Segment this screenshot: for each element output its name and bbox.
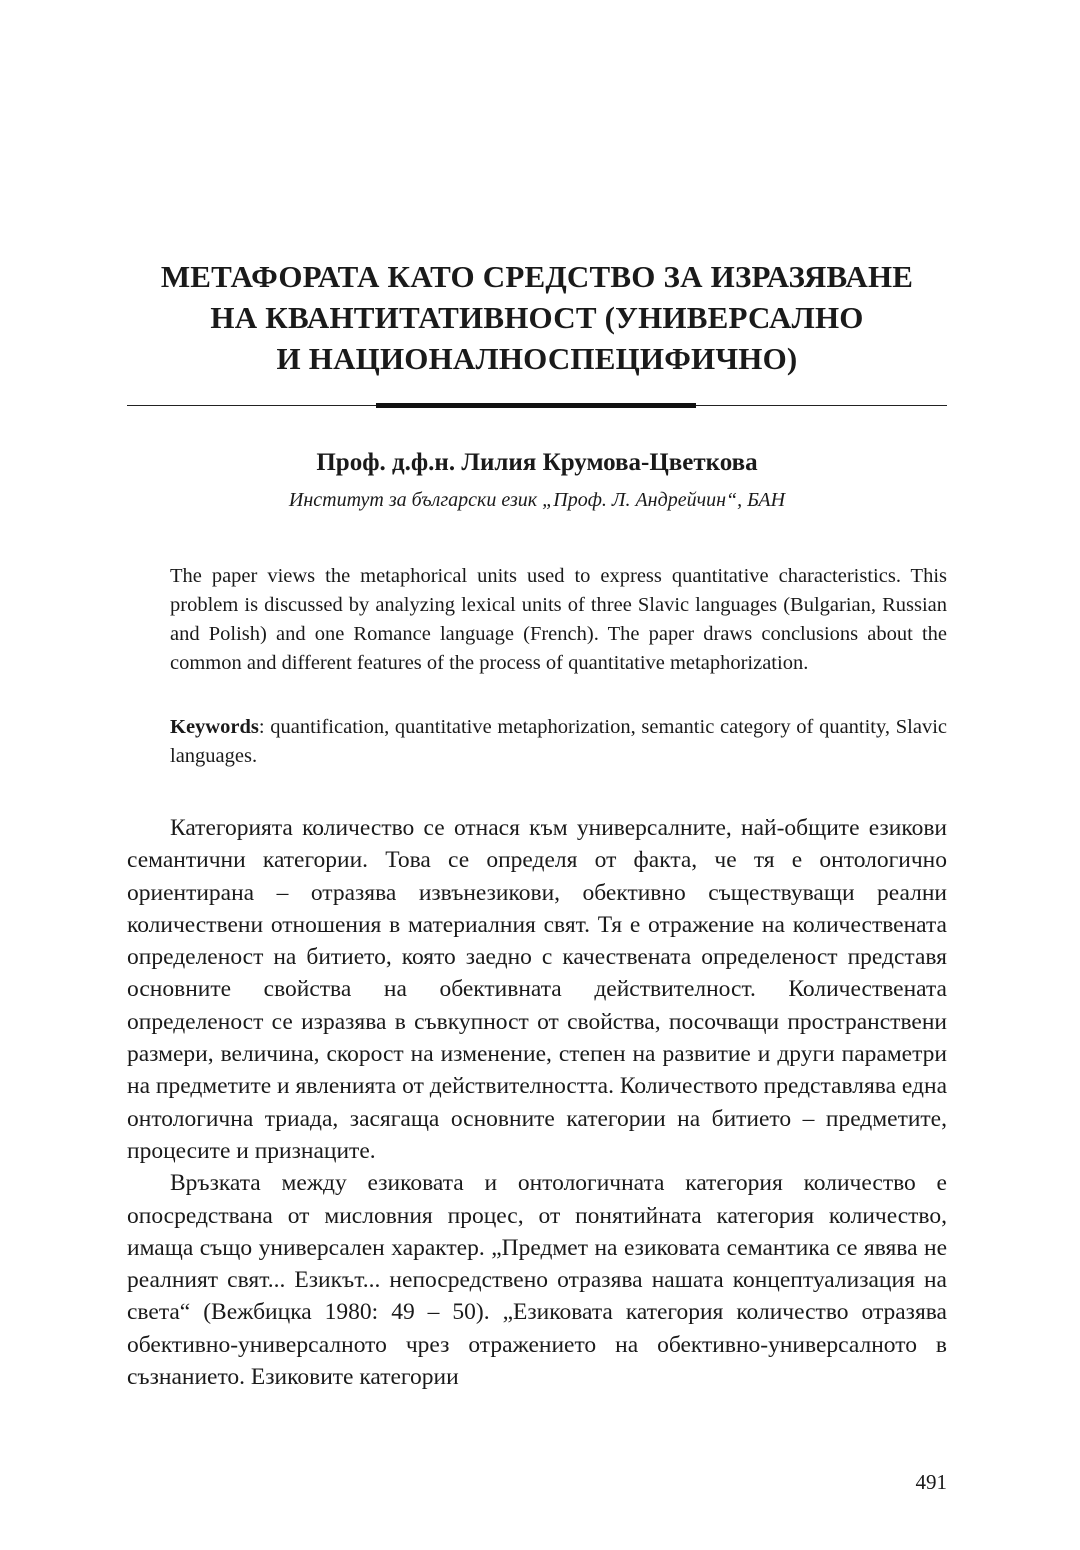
title-line-2: НА КВАНТИТАТИВНОСТ (УНИВЕРСАЛНО (210, 300, 864, 335)
title-line-1: МЕТАФОРАТА КАТО СРЕДСТВО ЗА ИЗРАЗЯВАНЕ (160, 259, 914, 294)
keywords (170, 713, 947, 771)
title-divider-accent (376, 403, 696, 408)
body-paragraph-1: Категорията количество се отнася към универсалните, най-общите езикови семантични категории. Това се определя от факта, че тя е онтологично ориентирана – отразява извънезикови, обективно съществуващи реални количествени отношения в материалния свят. Тя е отражение на количествената определеност на битието, която заедно с качествената определеност представя основните свойства на обективната действителност. Количествената определеност се изразява в съвкупност от свойства, посочващи пространствени размери, величина, скорост на изменение, степен на развитие и други параметри на предметите и явленията от действителността. Количеството представлява една онтологична триада, засягаща основните категории на битието – предметите, процесите и признаците. (127, 815, 947, 1164)
title-line-3: И НАЦИОНАЛНОСПЕЦИФИЧНО) (276, 341, 798, 376)
page-number: 491 (915, 1470, 947, 1494)
keywords-label: Keywords (170, 716, 259, 738)
abstract: The paper views the metaphorical units used to express quantitative characteristics. This problem is discussed by analyzing lexical units of three Slavic languages (Bulgarian, Russian and Polish) and one Romance language (French). The paper draws conclusions about the common and different features of the process of quantitative metaphorization. (170, 565, 947, 674)
keywords-text: : quantification, quantitative metaphorization, semantic category of quantity, Slavic languages. (170, 716, 947, 767)
author-affiliation: Институт за български език „Проф. Л. Андрейчин“, БАН (288, 489, 786, 511)
author-name: Проф. д.ф.н. Лилия Крумова-Цветкова (316, 449, 758, 476)
body-text (127, 812, 947, 1393)
paper-title (127, 256, 947, 379)
body-paragraph-2: Връзката между езиковата и онтологичната категория количество е опосредствана от мисловния процес, от понятийната категория количество, имаща също универсален характер. „Предмет на езиковата семантика се явява не реалният свят... Езикът... непосредствено отразява нашата концептуализация на света“ (Вежбицка 1980: 49 – 50). „Езиковата категория количество отразява обективно-универсалното чрез отражението на обективно-универсалното в съзнанието. Езиковите категории (127, 1170, 947, 1391)
